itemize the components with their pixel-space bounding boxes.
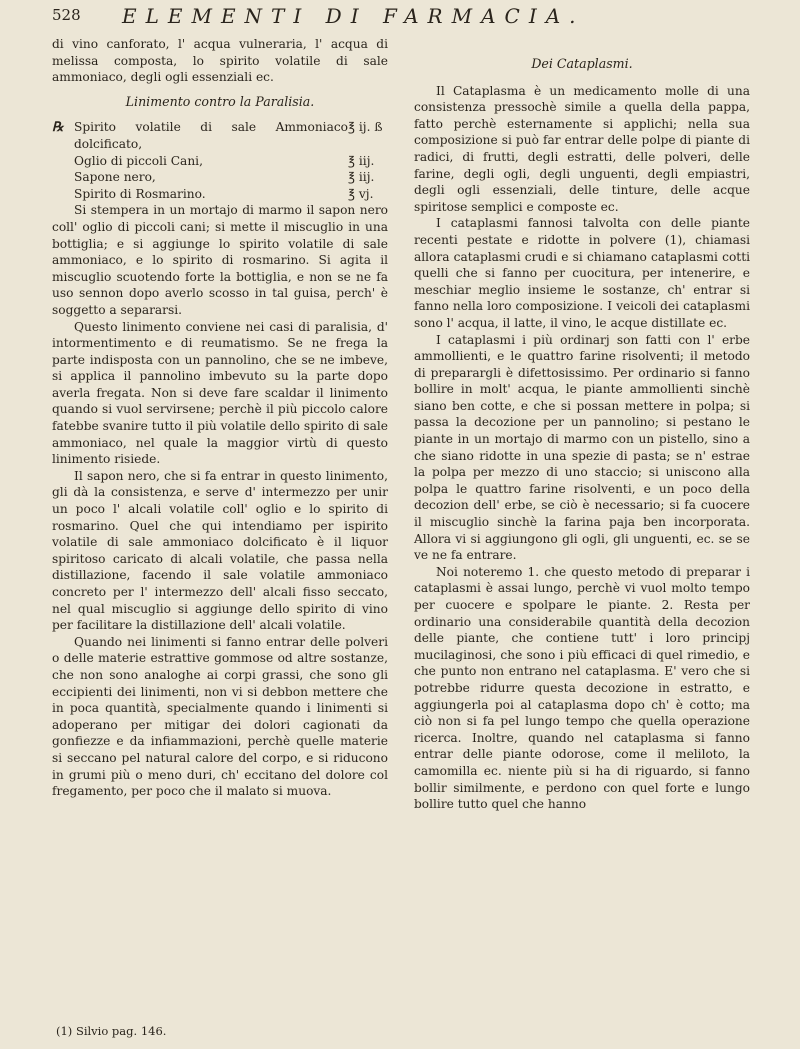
paragraph: Si stempera in un mortajo di marmo il sapon nero coll' oglio di piccoli cani; si mette il miscuglio in una bottiglia; e si aggiunge lo spirito volatile di sale ammoniaco, e lo spirito di rosmarino. Si agita il miscuglio scuotendo forte la bottiglia, e non se ne fa uso sennon dopo averlo scosso in tal guisa, perch' è soggetto a separarsi. bbox=[52, 203, 388, 317]
paragraph: I cataplasmi fannosi talvolta con delle piante recenti pestate e ridotte in polvere (1), chiamasi allora cataplasmi crudi e si chiamano cataplasmi cotti quelli che si fanno per cuocitura, per intenerire, e meschiar meglio insieme le sostanze, ch' entrar si fanno nella loro composizione. I veicoli dei cataplasmi sono l' acqua, il latte, il vino, le acque distillate ec. bbox=[414, 216, 750, 330]
recipe-quantity: ℥ vj. bbox=[348, 186, 374, 201]
recipe-quantity: ℥ ij. ß bbox=[348, 120, 383, 135]
recipe-ingredient: Spirito di Rosmarino. bbox=[74, 186, 206, 201]
recipe-line bbox=[52, 153, 388, 170]
paragraph: Questo linimento conviene nei casi di paralisia, d' intormentimento e di reumatismo. Se ne frega la parte indisposta con un pannolino, che se ne imbeve, si applica il pannolino imbevuto su la parte dopo averla fregata. Non si deve fare scaldar il linimento quando si vuol servirsene; perchè il più piccolo calore fatebbe svanire tutto il più volatile dello spirito di sale ammoniaco, nel quale la maggior virtù di questo linimento risiede. bbox=[52, 319, 388, 467]
recipe-line bbox=[52, 169, 388, 186]
section-heading-cataplasmi: Dei Cataplasmi. bbox=[531, 56, 633, 71]
page-header bbox=[52, 6, 752, 30]
paragraph: Noi noteremo 1. che questo metodo di preparar i cataplasmi è assai lungo, perchè vi vuol molto tempo per cuocere e spolpare le piante. 2. Resta per ordinario una considerabile quantità della decozion delle piante, che contiene tutt' i loro principj mucilaginosi, che sono i più efficaci di quel rimedio, e che punto non entrano nel cataplasma. E' vero che si potrebbe ridurre questa decozione in estratto, e aggiungerla poi al cataplasma dopo ch' è cotto; ma ciò non si fa pel lungo tempo che quella operazione ricerca. Inoltre, quando nel cataplasma si fanno entrar delle piante odorose, come il meliloto, la camomilla ec. niente più si ha di riguardo, si fanno bollir similmente, e perdono con quel forte e lungo bollire tutto quel che hanno bbox=[414, 564, 750, 812]
paragraph: Il sapon nero, che si fa entrar in questo linimento, gli dà la consistenza, e serve d' intermezzo per unir un poco l' alcali volatile coll' oglio e lo spirito di rosmarino. Quel che qui intendiamo per ispirito volatile di sale ammoniaco dolcificato è il liquor spiritoso caricato di alcali volatile, che passa nella distillazione, facendo il sale volatile ammoniaco concreto per l' intermezzo dell' alcali fisso seccato, nel qual miscuglio si aggiunge dello spirito di vino per facilitare la distillazione dell' alcali volatile. bbox=[52, 468, 388, 633]
recipe-ingredient: Oglio di piccoli Cani, bbox=[74, 153, 203, 168]
footnote: (1) Silvio pag. 146. bbox=[56, 1024, 167, 1038]
recipe-quantity: ℥ iij. bbox=[348, 170, 375, 185]
right-column bbox=[414, 56, 750, 813]
left-column bbox=[52, 36, 388, 800]
section-heading-linimento: Linimento contro la Paralisia. bbox=[125, 93, 315, 109]
paragraph: Il Cataplasma è un medicamento molle di una consistenza pressochè simile a quella della pappa, fatto perchè esternamente si applichi; nella sua composizione si può far entrar delle polpe di piante di radici, di frutti, degli estratti, delle polveri, delle farine, degli ogli, degli unguenti, degli empiastri, degli ogli essenziali, delle tinture, delle acque spiritose semplici e composte ec. bbox=[414, 83, 750, 214]
page-number: 528 bbox=[52, 6, 81, 24]
recipe-ingredient: Sapone nero, bbox=[74, 170, 156, 185]
paragraph: Quando nei linimenti si fanno entrar delle polveri o delle materie estrattive gommose od altre sostanze, che non sono analoghe ai corpi grassi, che sono gli eccipienti dei linimenti, non vi si debbon mettere che in poca quantità, specialmente quando i linimenti si adoperano per mitigar dei dolori cagionati da gonfiezze e da infiammazioni, perchè quelle materie si seccano pel natural calore del corpo, e si riducono in grumi più o meno duri, ch' eccitano del dolore col fregamento, per poco che il malato si muova. bbox=[52, 634, 388, 799]
paragraph: I cataplasmi i più ordinarj son fatti con l' erbe ammollienti, e le quattro farine risolventi; il metodo di preparargli è difettosissimo. Per ordinario si fanno bollire in molt' acqua, le piante ammollienti sinchè siano ben cotte, e che si possan mettere in polpa; si passa la decozione per un pannolino; si pestano le piante in un mortajo di marmo con un pistello, sino a che siano ridotte in una spezie di pasta; se n' estrae la polpa per mezzo di uno staccio; si uniscono alla polpa le quattro farine risolventi, e un poco della decozion dell' erbe, se ciò è necessario; si fa cuocere il miscuglio sinchè la farina paja ben incorporata. Allora vi si aggiungono gli ogli, gli unguenti, ec. se se ve ne fa entrare. bbox=[414, 332, 750, 563]
recipe-symbol: ℞ bbox=[52, 120, 64, 136]
recipe-quantity: ℥ iij. bbox=[348, 153, 375, 168]
recipe bbox=[52, 119, 388, 202]
recipe-ingredient: Spirito volatile di sale Ammoniaco dolcificato, bbox=[74, 120, 348, 151]
recipe-line bbox=[52, 186, 388, 203]
left-continuation: di vino canforato, l' acqua vulneraria, l' acqua di melissa composta, lo spirito volatile di sale ammoniaco, degli ogli essenziali ec. bbox=[52, 37, 388, 85]
recipe-line bbox=[52, 119, 388, 152]
running-head: ELEMENTI DI FARMACIA. bbox=[122, 4, 585, 28]
